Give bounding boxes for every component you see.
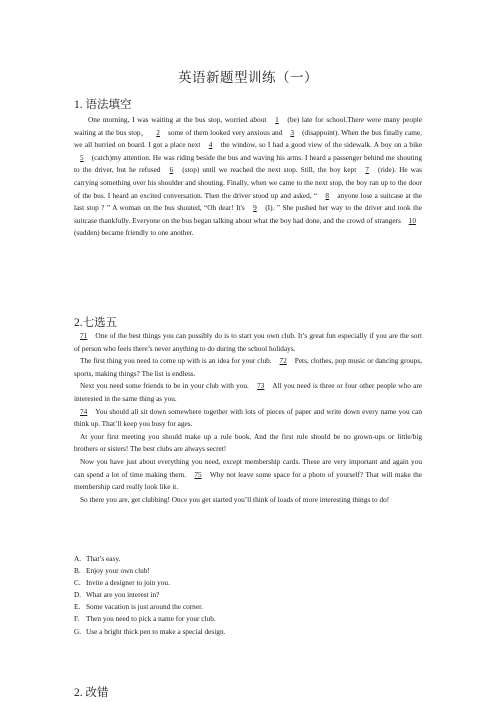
passage-text: One morning, I was waiting at the bus stop, worried about bbox=[88, 115, 270, 124]
blank-72: 72 bbox=[279, 356, 287, 366]
paragraph-3: Next you need some friends to be in your club with you. 73 All you need is three or four other people who are interested in the same thing as you. bbox=[74, 381, 422, 403]
section-heading-error-correction: 2. 改错 bbox=[74, 687, 109, 699]
paragraph-1: 71 One of the best things you can possibly do is to start you own club. It’s great fun especially if you are the sort of person who feels there’s never anything to do during the school holidays. bbox=[74, 331, 422, 353]
blank-3: 3 bbox=[290, 127, 295, 137]
cloze-passage bbox=[74, 114, 422, 240]
blank-10: 10 bbox=[408, 215, 416, 225]
blank-75: 75 bbox=[194, 469, 202, 479]
blank-7: 7 bbox=[365, 165, 369, 175]
section-heading-grammar: 1. 语法填空 bbox=[74, 99, 132, 111]
passage-text: (I). ” She pushed her way to the driver and took the suitcase thankfully. Everyone on the bus began talking about what the boy had done, and the crowd of strangers bbox=[74, 203, 422, 225]
blank-8: 8 bbox=[325, 190, 330, 200]
reading-passage bbox=[74, 330, 422, 506]
option-d: D. What are you interest in? bbox=[74, 590, 160, 600]
passage-text: (stop) until we reached the next stop. Still, the boy kept bbox=[179, 165, 360, 175]
blank-1: 1 bbox=[275, 115, 279, 124]
passage-text: some of them looked very anxious and bbox=[165, 127, 285, 137]
passage-text: (be) late for school.There were many people waiting at the bus stop， bbox=[74, 115, 422, 137]
blank-6: 6 bbox=[169, 165, 174, 175]
blank-71: 71 bbox=[80, 331, 88, 340]
page-title: 英语新题型训练（一） bbox=[178, 70, 318, 85]
passage-text: (sudden) became friendly to one another. bbox=[74, 228, 194, 238]
option-c: C. Invite a designer to join you. bbox=[74, 578, 170, 588]
options-list bbox=[74, 553, 225, 638]
passage-text: (ride). He was carrying something over his shoulder and shouting. Finally, when we came to the next stop, the boy ran up to the door of the bus. I heard an excited conversation. Then the driver stood up and asked, “ bbox=[74, 165, 422, 200]
paragraph-6: Now you have just about everything you need, except membership cards. These are very important and again you can spend a lot of time making them. 75 Why not leave some space for a photo of yourself? That will make the membership card really look like it. bbox=[74, 456, 422, 492]
blank-4: 4 bbox=[208, 140, 213, 150]
paragraph-5: At your first meeting you should make up a rule book. And the first rule should be no grown-ups or little/big brothers or sisters! The best clubs are always secret! bbox=[74, 431, 422, 454]
paragraph-7: So there you are, get clubbing! Once you get started you’ll think of loads of more interesting things to do! bbox=[80, 494, 390, 504]
option-g: G. Use a bright thick pen to make a special design. bbox=[74, 626, 226, 636]
paragraph-4: 74 You should all sit down somewhere together with lots of pieces of paper and write down every name you can think up. That’ll keep you busy for ages. bbox=[74, 406, 422, 429]
passage-text: anyone lose a suitcase at the last stop ? ” A woman on the bus shouted, “Oh dear! It's bbox=[74, 190, 422, 213]
section-heading-seven-choose-five: 2.七选五 bbox=[74, 317, 118, 329]
blank-2: 2 bbox=[156, 127, 160, 137]
option-b: B. Enjoy your own club! bbox=[74, 566, 150, 576]
blank-5: 5 bbox=[80, 152, 84, 162]
blank-73: 73 bbox=[257, 381, 265, 391]
option-e: E. Some vacation is just around the corner. bbox=[74, 602, 203, 612]
option-a: A. That’s easy. bbox=[74, 554, 121, 563]
blank-74: 74 bbox=[80, 406, 88, 416]
passage-text: the window, so I had a good view of the sidewalk. A boy on a bike bbox=[218, 140, 422, 150]
option-f: F. Then you need to pick a name for your club. bbox=[74, 614, 216, 624]
passage-text: (catch)my attention. He was riding beside the bus and waving his arms. I heard a passenger behind me shouting to the driver, but he refused bbox=[74, 152, 422, 175]
paragraph-2: The first thing you need to come up with is an idea for your club. 72 Pets, clothes, pop music or dancing groups, sports, making things? The list is endless. bbox=[74, 356, 422, 378]
blank-9: 9 bbox=[253, 203, 257, 213]
passage-text: (disappoint). When the bus finally came, we all hurried on board. I got a place next bbox=[74, 127, 422, 150]
